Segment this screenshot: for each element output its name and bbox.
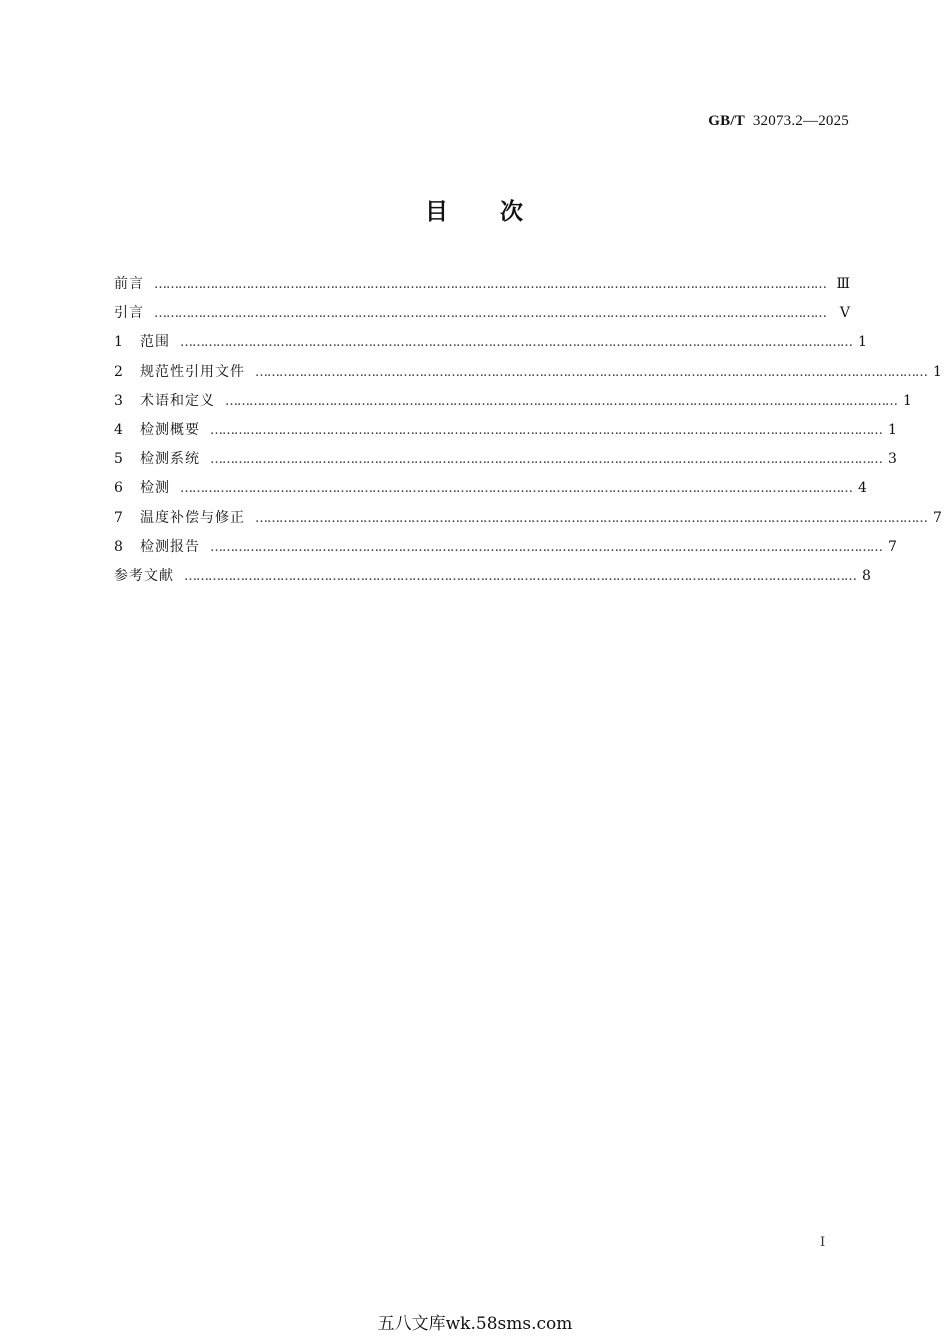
toc-entry-label: 检测系统 <box>140 451 200 468</box>
toc-entry-label: 检测概要 <box>140 421 200 438</box>
toc-dot-leader: …………………………………………………………………………………………………………………………………………………… <box>255 510 927 526</box>
toc-entry-number: 1 <box>114 334 123 351</box>
toc-entry[interactable] <box>114 387 912 416</box>
toc-entry-page: 3 <box>888 451 897 468</box>
toc-entry[interactable] <box>114 445 897 474</box>
toc-dot-leader: …………………………………………………………………………………………………………………………………………………… <box>154 277 826 292</box>
toc-entry-page: 1 <box>858 334 867 351</box>
toc-entry-number: 6 <box>114 480 123 497</box>
toc-entry-label: 检测 <box>140 480 170 497</box>
toc-entry-label: 规范性引用文件 <box>140 363 245 380</box>
toc-entry-page: Ⅴ <box>839 305 850 322</box>
toc-entry[interactable] <box>114 504 942 533</box>
toc-entry-page: 1 <box>888 421 897 438</box>
toc-entry-label: 检测报告 <box>140 538 200 555</box>
page-number: Ⅰ <box>820 1235 826 1250</box>
toc-entry[interactable] <box>114 474 867 503</box>
toc-entry-page: 7 <box>888 538 897 555</box>
toc-entry-label: 术语和定义 <box>140 392 215 409</box>
toc-entry-page: 1 <box>933 363 942 380</box>
toc-dot-leader: …………………………………………………………………………………………………………………………………………………… <box>154 306 826 322</box>
toc-entry-page: 8 <box>862 567 871 584</box>
toc-entry[interactable] <box>114 533 897 562</box>
toc-entry[interactable] <box>114 270 850 299</box>
toc-entry-label: 范围 <box>140 334 170 351</box>
toc-dot-leader: …………………………………………………………………………………………………………………………………………………… <box>225 393 897 409</box>
table-of-contents <box>114 270 942 591</box>
toc-entry-page: 7 <box>933 509 942 526</box>
standard-code <box>708 113 849 130</box>
toc-dot-leader: …………………………………………………………………………………………………………………………………………………… <box>210 422 882 438</box>
toc-entry-page: 4 <box>858 480 867 497</box>
toc-entry[interactable] <box>114 299 850 328</box>
toc-entry-number: 4 <box>114 421 123 438</box>
toc-entry-number: 2 <box>114 363 123 380</box>
toc-entry[interactable] <box>114 562 871 591</box>
toc-entry[interactable] <box>114 328 867 357</box>
toc-entry-number: 3 <box>114 392 123 409</box>
toc-entry-page: 1 <box>903 392 912 409</box>
toc-entry-number: 8 <box>114 538 123 555</box>
toc-entry-label: 前言 <box>114 276 144 292</box>
toc-entry-number: 7 <box>114 509 123 526</box>
standard-code-number: 32073.2—2025 <box>752 113 849 129</box>
standard-code-prefix: GB/T <box>708 113 745 129</box>
toc-entry-page: Ⅲ <box>836 276 850 292</box>
toc-dot-leader: …………………………………………………………………………………………………………………………………………………… <box>210 452 882 468</box>
page-title: 目 次 <box>425 198 525 225</box>
toc-dot-leader: …………………………………………………………………………………………………………………………………………………… <box>180 335 852 351</box>
toc-entry-number: 5 <box>114 451 123 468</box>
toc-dot-leader: …………………………………………………………………………………………………………………………………………………… <box>184 568 856 584</box>
watermark-text: 五八文库wk.58sms.com <box>377 1314 573 1334</box>
toc-dot-leader: …………………………………………………………………………………………………………………………………………………… <box>180 481 852 497</box>
toc-entry-label: 引言 <box>114 305 144 322</box>
toc-entry[interactable] <box>114 416 897 445</box>
toc-dot-leader: …………………………………………………………………………………………………………………………………………………… <box>255 364 927 380</box>
toc-entry-label: 参考文献 <box>114 567 174 584</box>
toc-dot-leader: …………………………………………………………………………………………………………………………………………………… <box>210 539 882 555</box>
toc-entry-label: 温度补偿与修正 <box>140 509 245 526</box>
toc-entry[interactable] <box>114 358 942 387</box>
